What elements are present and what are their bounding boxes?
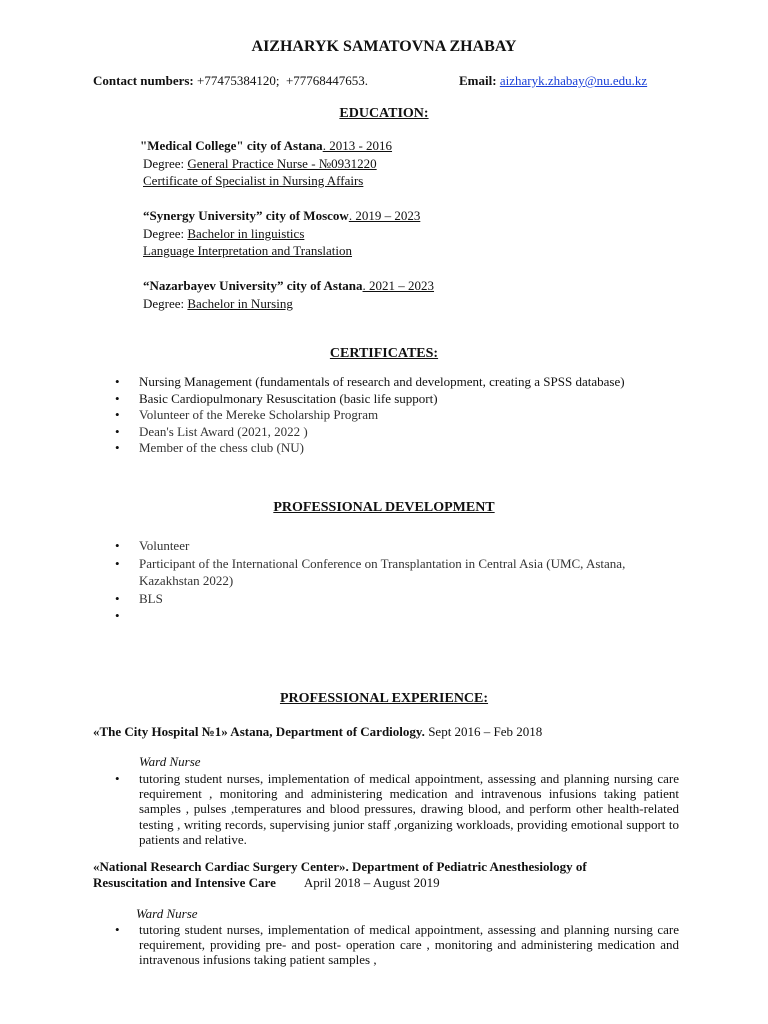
degree: General Practice Nurse - №0931220	[187, 155, 377, 171]
job-duties-list	[93, 771, 679, 847]
professional-development-list	[93, 537, 679, 624]
degree-label: Degree:	[143, 155, 188, 171]
institution: “Nazarbayev University” city of Astana	[143, 278, 363, 293]
degree-label: Degree:	[143, 225, 188, 241]
education-dates: . 2013 - 2016	[322, 138, 393, 153]
job-employer	[93, 859, 653, 891]
list-item: • Dean's List Award (2021, 2022 )	[93, 424, 693, 441]
contact-email	[459, 73, 647, 89]
employer-name: «The City Hospital №1» Astana, Department of Cardiology.	[93, 724, 425, 739]
job-role: Ward Nurse	[139, 754, 201, 769]
email-label: Email:	[459, 73, 497, 88]
education-heading: EDUCATION:	[339, 106, 429, 121]
job-dates: April 2018 – August 2019	[303, 875, 440, 890]
professional-experience-heading: PROFESSIONAL EXPERIENCE:	[279, 691, 489, 706]
certificates-list	[93, 374, 693, 457]
list-item: • Member of the chess club (NU)	[93, 440, 693, 457]
degree: Bachelor in Nursing	[187, 295, 293, 311]
list-item: • Nursing Management (fundamentals of research and development, creating a SPSS database)	[93, 374, 693, 391]
page-title: AIZHARYK SAMATOVNA ZHABAY	[251, 38, 517, 55]
certificate-note: Certificate of Specialist in Nursing Affairs	[143, 173, 364, 188]
contact-numbers-label: Contact numbers:	[93, 73, 194, 88]
list-item: • BLS	[93, 590, 679, 608]
list-item: • Basic Cardiopulmonary Resuscitation (basic life support)	[93, 391, 693, 408]
institution: “Synergy University” city of Moscow	[143, 208, 349, 223]
email-link[interactable]: aizharyk.zhabay@nu.edu.kz	[499, 73, 648, 88]
contact-numbers	[93, 73, 368, 89]
list-item: • tutoring student nurses, implementation of medical appointment, assessing and planning nursing care requirement , monitoring and administering medication and intravenous infusions taking patient samples , pulses ,temperatures and blood pressures, drawing blood, and perform other health-related testing , writing records, supervising junior staff ,organizing workloads, providing emotional support to patients and relative.	[93, 771, 679, 847]
certificates-heading: CERTIFICATES:	[329, 346, 439, 361]
education-entry	[140, 277, 434, 312]
job-role: Ward Nurse	[136, 906, 198, 921]
job-duties-list	[93, 922, 679, 968]
degree-specialization: Language Interpretation and Translation	[143, 243, 353, 258]
job-employer	[93, 724, 693, 740]
list-item	[93, 607, 679, 624]
list-item: • Volunteer of the Mereke Scholarship Program	[93, 407, 693, 424]
education-entry	[140, 207, 420, 260]
education-dates: . 2019 – 2023	[348, 208, 421, 223]
contact-numbers-value: +77475384120; +77768447653.	[197, 73, 369, 88]
employer-name: «National Research Cardiac Surgery Center». Department of Pediatric Anesthesiology of Resuscitation and Intensive Care	[93, 859, 587, 890]
professional-development-heading: PROFESSIONAL DEVELOPMENT	[273, 500, 495, 515]
degree: Bachelor in linguistics	[187, 225, 305, 241]
job-dates: Sept 2016 – Feb 2018	[424, 724, 543, 739]
education-entry	[140, 137, 392, 190]
list-item: • Volunteer	[93, 537, 679, 555]
education-dates: . 2021 – 2023	[362, 278, 435, 293]
list-item: • Participant of the International Conference on Transplantation in Central Asia (UMC, Astana, Kazakhstan 2022)	[93, 555, 679, 590]
list-item: • tutoring student nurses, implementation of medical appointment, assessing and planning nursing care requirement, providing pre- and post- operation care , monitoring and administering medication and intravenous infusions taking patient samples ,	[93, 922, 679, 968]
institution: "Medical College" city of Astana	[140, 138, 323, 153]
degree-label: Degree:	[143, 295, 188, 311]
